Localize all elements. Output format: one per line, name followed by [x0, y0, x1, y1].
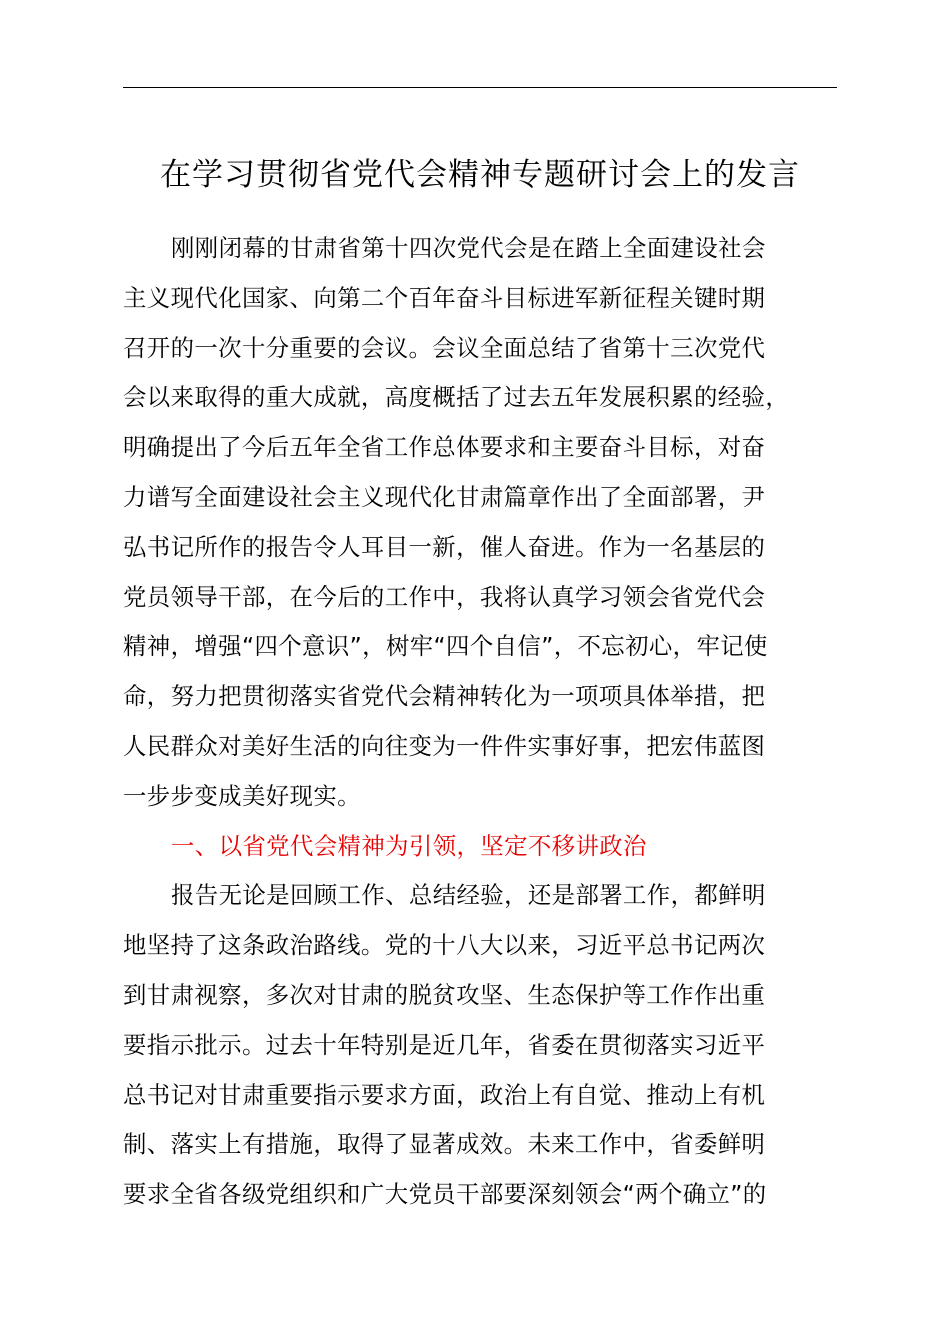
paragraph-line: 地坚持了这条政治路线。党的十八大以来，习近平总书记两次: [123, 931, 766, 960]
paragraph-line: 会以来取得的重大成就，高度概括了过去五年发展积累的经验，: [123, 383, 790, 412]
paragraph-line: 总书记对甘肃重要指示要求方面，政治上有自觉、推动上有机: [123, 1080, 766, 1109]
paragraph-line: 刚刚闭幕的甘肃省第十四次党代会是在踏上全面建设社会: [171, 234, 766, 262]
paragraph-line: 一步步变成美好现实。: [123, 781, 361, 810]
document-body: [123, 224, 883, 1220]
paragraph-line: 命，努力把贯彻落实省党代会精神转化为一项项具体举措，把: [123, 682, 766, 711]
paragraph-line: 党员领导干部，在今后的工作中，我将认真学习领会省党代会: [123, 582, 766, 611]
paragraph-line: 报告无论是回顾工作、总结经验，还是部署工作，都鲜明: [171, 881, 766, 910]
document-title: 在学习贯彻省党代会精神专题研讨会上的发言: [160, 157, 800, 193]
paragraph-line: 弘书记所作的报告令人耳目一新，催人奋进。作为一名基层的: [123, 532, 766, 561]
paragraph-line: 到甘肃视察，多次对甘肃的脱贫攻坚、生态保护等工作作出重: [123, 980, 766, 1009]
paragraph-line: 召开的一次十分重要的会议。会议全面总结了省第十三次党代: [123, 333, 766, 362]
paragraph-line: 要求全省各级党组织和广大党员干部要深刻领会“两个确立”的: [123, 1180, 767, 1209]
paragraph-line: 制、落实上有措施，取得了显著成效。未来工作中，省委鲜明: [123, 1130, 766, 1159]
header-rule: [123, 87, 837, 88]
paragraph-line: 力谱写全面建设社会主义现代化甘肃篇章作出了全面部署，尹: [123, 482, 766, 511]
paragraph-line: 人民群众对美好生活的向往变为一件件实事好事，把宏伟蓝图: [123, 731, 766, 760]
section-heading: 一、以省党代会精神为引领，坚定不移讲政治: [171, 831, 647, 860]
paragraph-line: 主义现代化国家、向第二个百年奋斗目标进军新征程关键时期: [123, 283, 766, 312]
paragraph-line: 明确提出了今后五年全省工作总体要求和主要奋斗目标，对奋: [123, 433, 766, 462]
paragraph-line: 要指示批示。过去十年特别是近几年，省委在贯彻落实习近平: [123, 1030, 766, 1059]
paragraph-line: 精神，增强“四个意识”，树牢“四个自信”，不忘初心，牢记使: [123, 632, 768, 661]
